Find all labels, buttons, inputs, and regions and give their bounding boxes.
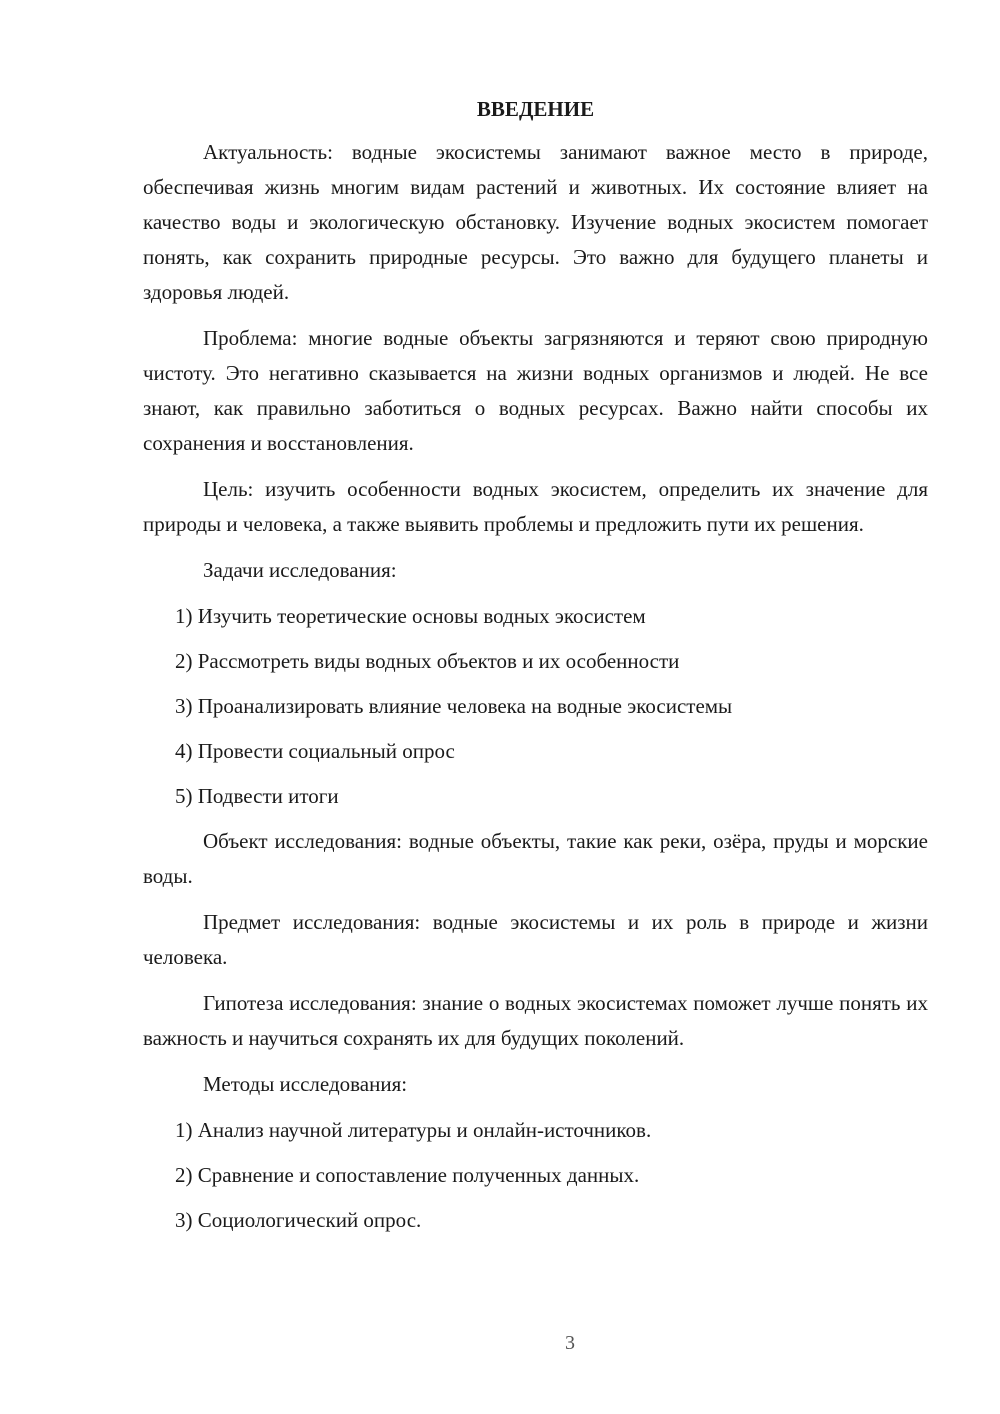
task-item: 1) Изучить теоретические основы водных экосистем	[175, 604, 646, 628]
page-content	[143, 92, 928, 1248]
task-item: 2) Рассмотреть виды водных объектов и их особенности	[175, 649, 680, 673]
methods-heading: Методы исследования:	[203, 1072, 408, 1096]
goal-paragraph: Цель: изучить особенности водных экосистем, определить их значение для природы и человека, а также выявить проблемы и предложить пути их решения.	[143, 477, 928, 536]
subject-paragraph: Предмет исследования: водные экосистемы и их роль в природе и жизни человека.	[143, 910, 928, 969]
page-title: ВВЕДЕНИЕ	[476, 97, 595, 121]
relevance-paragraph: Актуальность: водные экосистемы занимают важное место в природе, обеспечивая жизнь многим видам растений и животных. Их состояние влияет на качество воды и экологическую обстановку. Изучение водных экосистем помогает понять, как сохранить природные ресурсы. Это важно для будущего планеты и здоровья людей.	[143, 140, 928, 304]
page-number: 3	[565, 1332, 575, 1354]
task-item: 3) Проанализировать влияние человека на водные экосистемы	[175, 694, 733, 718]
problem-paragraph: Проблема: многие водные объекты загрязняются и теряют свою природную чистоту. Это негативно сказывается на жизни водных организмов и людей. Не все знают, как правильно заботиться о водных ресурсах. Важно найти способы их сохранения и восстановления.	[143, 326, 928, 455]
task-item: 5) Подвести итоги	[175, 784, 339, 808]
task-item: 4) Провести социальный опрос	[175, 739, 455, 763]
hypothesis-paragraph: Гипотеза исследования: знание о водных экосистемах поможет лучше понять их важность и научиться сохранять их для будущих поколений.	[143, 991, 928, 1050]
method-item: 2) Сравнение и сопоставление полученных данных.	[175, 1163, 640, 1187]
method-item: 1) Анализ научной литературы и онлайн-источников.	[175, 1118, 652, 1142]
tasks-heading: Задачи исследования:	[203, 558, 397, 582]
method-item: 3) Социологический опрос.	[175, 1208, 422, 1232]
object-paragraph: Объект исследования: водные объекты, такие как реки, озёра, пруды и морские воды.	[143, 829, 928, 888]
